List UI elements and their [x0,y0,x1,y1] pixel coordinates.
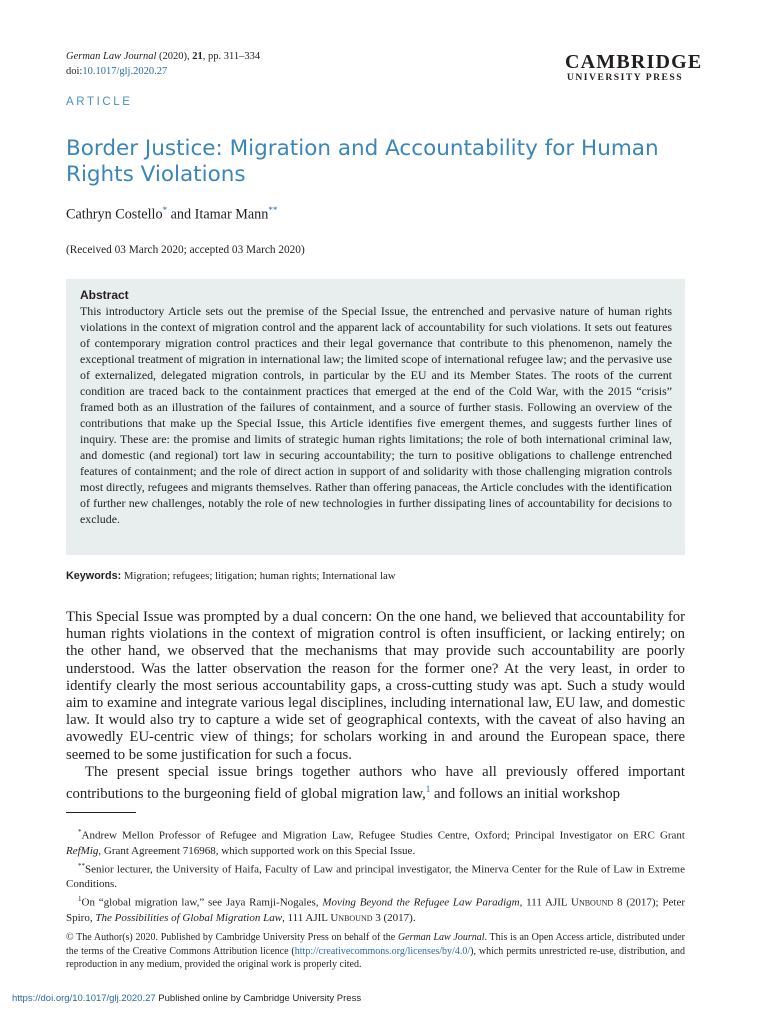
doi-link[interactable]: 10.1017/glj.2020.27 [82,66,168,77]
journal-line [66,49,260,64]
footnotes [66,825,685,926]
license-link[interactable]: http://creativecommons.org/licenses/by/4.0/ [294,945,471,957]
received-dates: (Received 03 March 2020; accepted 03 March 2020) [66,244,305,256]
fn1-text-a: Andrew Mellon Professor of Refugee and Migration Law, Refugee Studies Centre, Oxford; Principal Investigator on ERC Grant [81,829,685,842]
para2-text-b: and follows an initial workshop [430,785,620,802]
fn1-mark: * [78,828,82,836]
author-2-note-link[interactable]: ** [268,205,278,215]
fn3-italic-1: Moving Beyond the Refugee Law Paradigm [322,896,520,909]
fn2-mark: ** [78,861,85,870]
copyright-journal: German Law Journal [397,932,485,943]
para2-text-a: The present special issue brings together authors who have all previously offered important contributions to the burgeoning field of global migration law, [66,763,685,802]
fn1-italic: RefMig [66,844,99,857]
fn3-sc-2: Unbound [330,911,373,924]
published-online-text: Published online by Cambridge University Press [155,993,362,1004]
article-title: Border Justice: Migration and Accountability for Human Rights Violations [66,136,659,187]
bottom-doi-link[interactable]: https://doi.org/10.1017/glj.2020.27 [12,993,156,1004]
journal-name: German Law Journal [66,51,157,62]
abstract-heading: Abstract [80,288,129,302]
footnote-1 [66,892,685,926]
abstract-text: This introductory Article sets out the premise of the Special Issue, the entrenched and pervasive nature of human rights violations in the context of migration control and the apparent lack of accountability for such violations. It sets out features of contemporary migration control practices and their legal governance that contribute to this phenomenon, namely the exceptional treatment of migration in international law; the limited scope of international refugee law; and the pervasive use of externalized, delegated migration controls, in particular by the EU and its Member States. The roots of the current condition are traced back to the containment practices that emerged at the end of the Cold War, with the 2015 “crisis” framed both as an illustration of the failures of containment, and a source of further stasis. Following an overview of the contributions that make up the Special Issue, this Article identifies five emergent themes, and suggests further lines of inquiry. These are: the promise and limits of strategic human rights limitations; the role of both international criminal law, and domestic (and regional) tort law in securing accountability; the turn to positive obligations to challenge entrenched features of containment; and the role of direct action in support of and solidarity with those challenging migration controls most directly, refugees and migrants themselves. Rather than offering panaceas, the Article concludes with the identification of further new challenges, notably the role of new technologies in further dissipating lines of accountability for decisions to exclude. [80,304,672,526]
copyright-text-c: ), which permits unrestricted re-use, distribution, and reproduction in any medium, provided the original work is properly cited. [66,945,685,970]
keywords-label: Keywords: [66,570,122,582]
logo-line2: UNIVERSITY PRESS [566,72,684,83]
footnote-divider [66,812,136,813]
author-1: Cathryn Costello [66,206,163,223]
copyright-text-a: © The Author(s) 2020. Published by Cambridge University Press on behalf of the [66,932,398,943]
fn3-text-d: , 111 AJIL [282,911,331,924]
fn3-text-a: On “global migration law,” see Jaya Ramji-Nogales, [81,896,323,909]
journal-pages: , pp. 311–334 [202,51,261,62]
journal-year: (2020), [156,51,193,62]
fn3-text-e: 3 (2017). [372,911,416,924]
footnote-author-1 [66,825,685,859]
fn1-text-b: , Grant Agreement 716968, which supported work on this Special Issue. [98,844,416,857]
article-label: ARTICLE [66,96,133,108]
author-1-note-link[interactable]: * [162,205,168,215]
author-2: Itamar Mann [194,206,269,223]
author-line [66,205,277,224]
fn3-text-b: , 111 AJIL [519,896,571,909]
logo-line1: CAMBRIDGE [565,51,703,73]
fn3-text-c: 8 (2017); Peter Spiro, [66,896,686,924]
fn3-sc-1: Unbound [571,896,614,909]
journal-volume: 21 [192,51,203,62]
fn3-mark: 1 [78,895,82,904]
author-conjunction: and [167,206,195,223]
copyright-text-b: . This is an Open Access article, distributed under the terms of the Creative Commons Attribution licence ( [66,932,685,957]
abstract-box [66,279,685,555]
body-paragraph-1: This Special Issue was prompted by a dual concern: On the one hand, we believed that accountability for human rights violations in the context of migration control is often insufficient, or lacking entirely; on the other hand, we observed that the mechanisms that may provide such accountability are poorly understood. Was the latter observation the reason for the former one? At the very least, in order to identify clearly the most serious accountability gaps, a cross-cutting study was apt. Such a study would aim to examine and integrate various legal disciplines, including international law, EU law, and domestic law. It would also try to capture a wide set of geographical contexts, with the caveat of also having an avowedly EU-centric view of things; for scholars working in and around the European space, there seemed to be some justification for such a focus. [66,609,685,763]
footnote-author-2 [66,859,685,893]
doi-line [66,64,260,79]
keywords-text: Migration; refugees; litigation; human rights; International law [121,570,396,582]
copyright-notice [66,931,685,972]
fn2-text: Senior lecturer, the University of Haifa, Faculty of Law and principal investigator, the Minerva Center for the Rule of Law in Extreme Conditions. [66,863,685,891]
keywords [66,570,396,582]
footnote-1-link[interactable]: 1 [425,784,431,795]
body-text [66,609,685,803]
published-online-bar [12,993,361,1004]
doi-prefix: doi: [66,66,83,77]
cambridge-logo [565,51,703,83]
journal-citation [66,49,260,79]
body-paragraph-2 [66,764,685,803]
fn3-italic-2: The Possibilities of Global Migration Law [95,911,283,924]
